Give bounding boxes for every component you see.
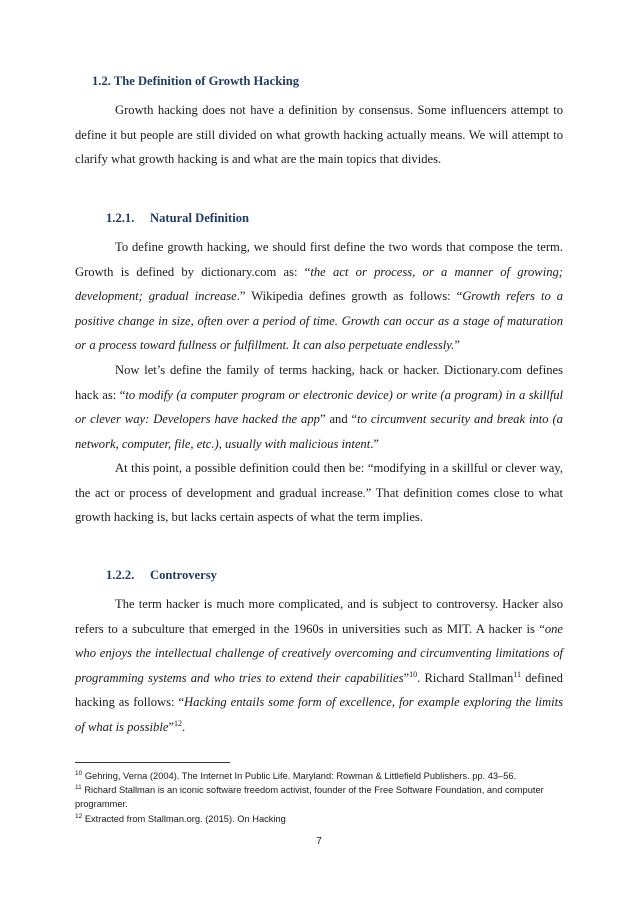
section-title: Controversy	[150, 568, 217, 582]
text-run: ”	[403, 670, 410, 685]
section-heading-1-2-2	[106, 568, 217, 583]
paragraph-intro: Growth hacking does not have a definition by consensus. Some influencers attempt to define it but people are still divided on what growth hacking actually means. We will attempt to clarify what growth hacking is and what are the main topics that divides.	[75, 103, 563, 166]
paragraph-hack-definition	[75, 358, 563, 456]
footnotes	[75, 769, 563, 826]
text-run: .”	[370, 436, 379, 451]
footnote-11	[75, 783, 563, 811]
quote-hacker-definition: one who enjoys the intellectual challenge of creatively overcoming and circumventing limitations of programming systems and who tries to extend their capabilities	[75, 621, 563, 685]
section-heading-1-2	[92, 74, 299, 89]
text-run: . Richard Stallman	[417, 670, 514, 685]
section-title: Natural Definition	[150, 211, 249, 225]
text-run: ”	[454, 338, 460, 352]
text-run: Now let’s define the family of terms hacking, hack or hacker. Dictionary.com defines hack as: “	[75, 363, 563, 402]
footnote-ref-11[interactable]: 11	[513, 669, 521, 679]
page-number: 7	[316, 836, 322, 847]
footnote-number: 10	[75, 769, 83, 777]
footnote-ref-10[interactable]: 10	[409, 669, 418, 679]
footnote-text: Richard Stallman is an iconic software freedom activist, founder of the Free Software Foundation, and computer programmer.	[75, 785, 544, 810]
text-run: defined hacking as follows: “	[75, 670, 563, 709]
footnote-number: 11	[75, 784, 82, 792]
text-run: To define growth hacking, we should first define the two words that compose the term. Growth is defined by dictionary.com as: “	[75, 240, 563, 279]
footnote-text: Extracted from Stallman.org. (2015). On Hacking	[82, 813, 286, 824]
paragraph-possible-definition: At this point, a possible definition could then be: “modifying in a skillful or clever way, the act or process of development and gradual increase.” That definition comes close to what growth hacking is, but lacks certain aspects of what the term implies.	[75, 461, 563, 524]
paragraph-controversy	[75, 592, 563, 739]
quote-stallman-hacking: Hacking entails some form of excellence, for example exploring the limits of what is possible	[75, 695, 563, 734]
footnote-divider	[75, 762, 230, 763]
quote-wikipedia-growth: Growth refers to a positive change in size, often over a period of time. Growth can occur as a stage of maturation or a process toward fullness or fulfillment. It can also perpetuate endlessly.	[75, 289, 563, 352]
text-run: .” Wikipedia defines growth as follows: “	[236, 289, 463, 303]
footnote-ref-12[interactable]: 12	[174, 718, 183, 728]
paragraph-growth-definition	[75, 235, 563, 358]
quote-hack-definition-2: to circumvent security and break into (a network, computer, file, etc.), usually with malicious intent	[75, 412, 563, 451]
section-number: 1.2.1.	[106, 211, 135, 225]
text-run: The term hacker is much more complicated, and is subject to controversy. Hacker also refers to a subculture that emerged in the 1960s in universities such as MIT. A hacker is “	[75, 597, 563, 636]
section-number: 1.2.2.	[106, 568, 135, 582]
text-run: ” and “	[319, 412, 358, 426]
footnote-12	[75, 812, 563, 826]
footnote-number: 12	[75, 812, 83, 820]
text-run: ”	[168, 719, 175, 734]
quote-dictionary-growth: the act or process, or a manner of growing; development; gradual increase	[75, 264, 563, 303]
quote-hack-definition-1: to modify (a computer program or electronic device) or write (a program) in a skillful or clever way: Developers have hacked the app	[75, 387, 564, 426]
footnote-text: Gehring, Verna (2004). The Internet In Public Life. Maryland: Rowman & Littlefield Publishers. pp. 43–56.	[82, 771, 517, 781]
section-title: 1.2. The Definition of Growth Hacking	[92, 74, 299, 88]
text-run: .	[182, 719, 186, 734]
footnote-10	[75, 769, 563, 783]
section-heading-1-2-1	[106, 211, 249, 226]
